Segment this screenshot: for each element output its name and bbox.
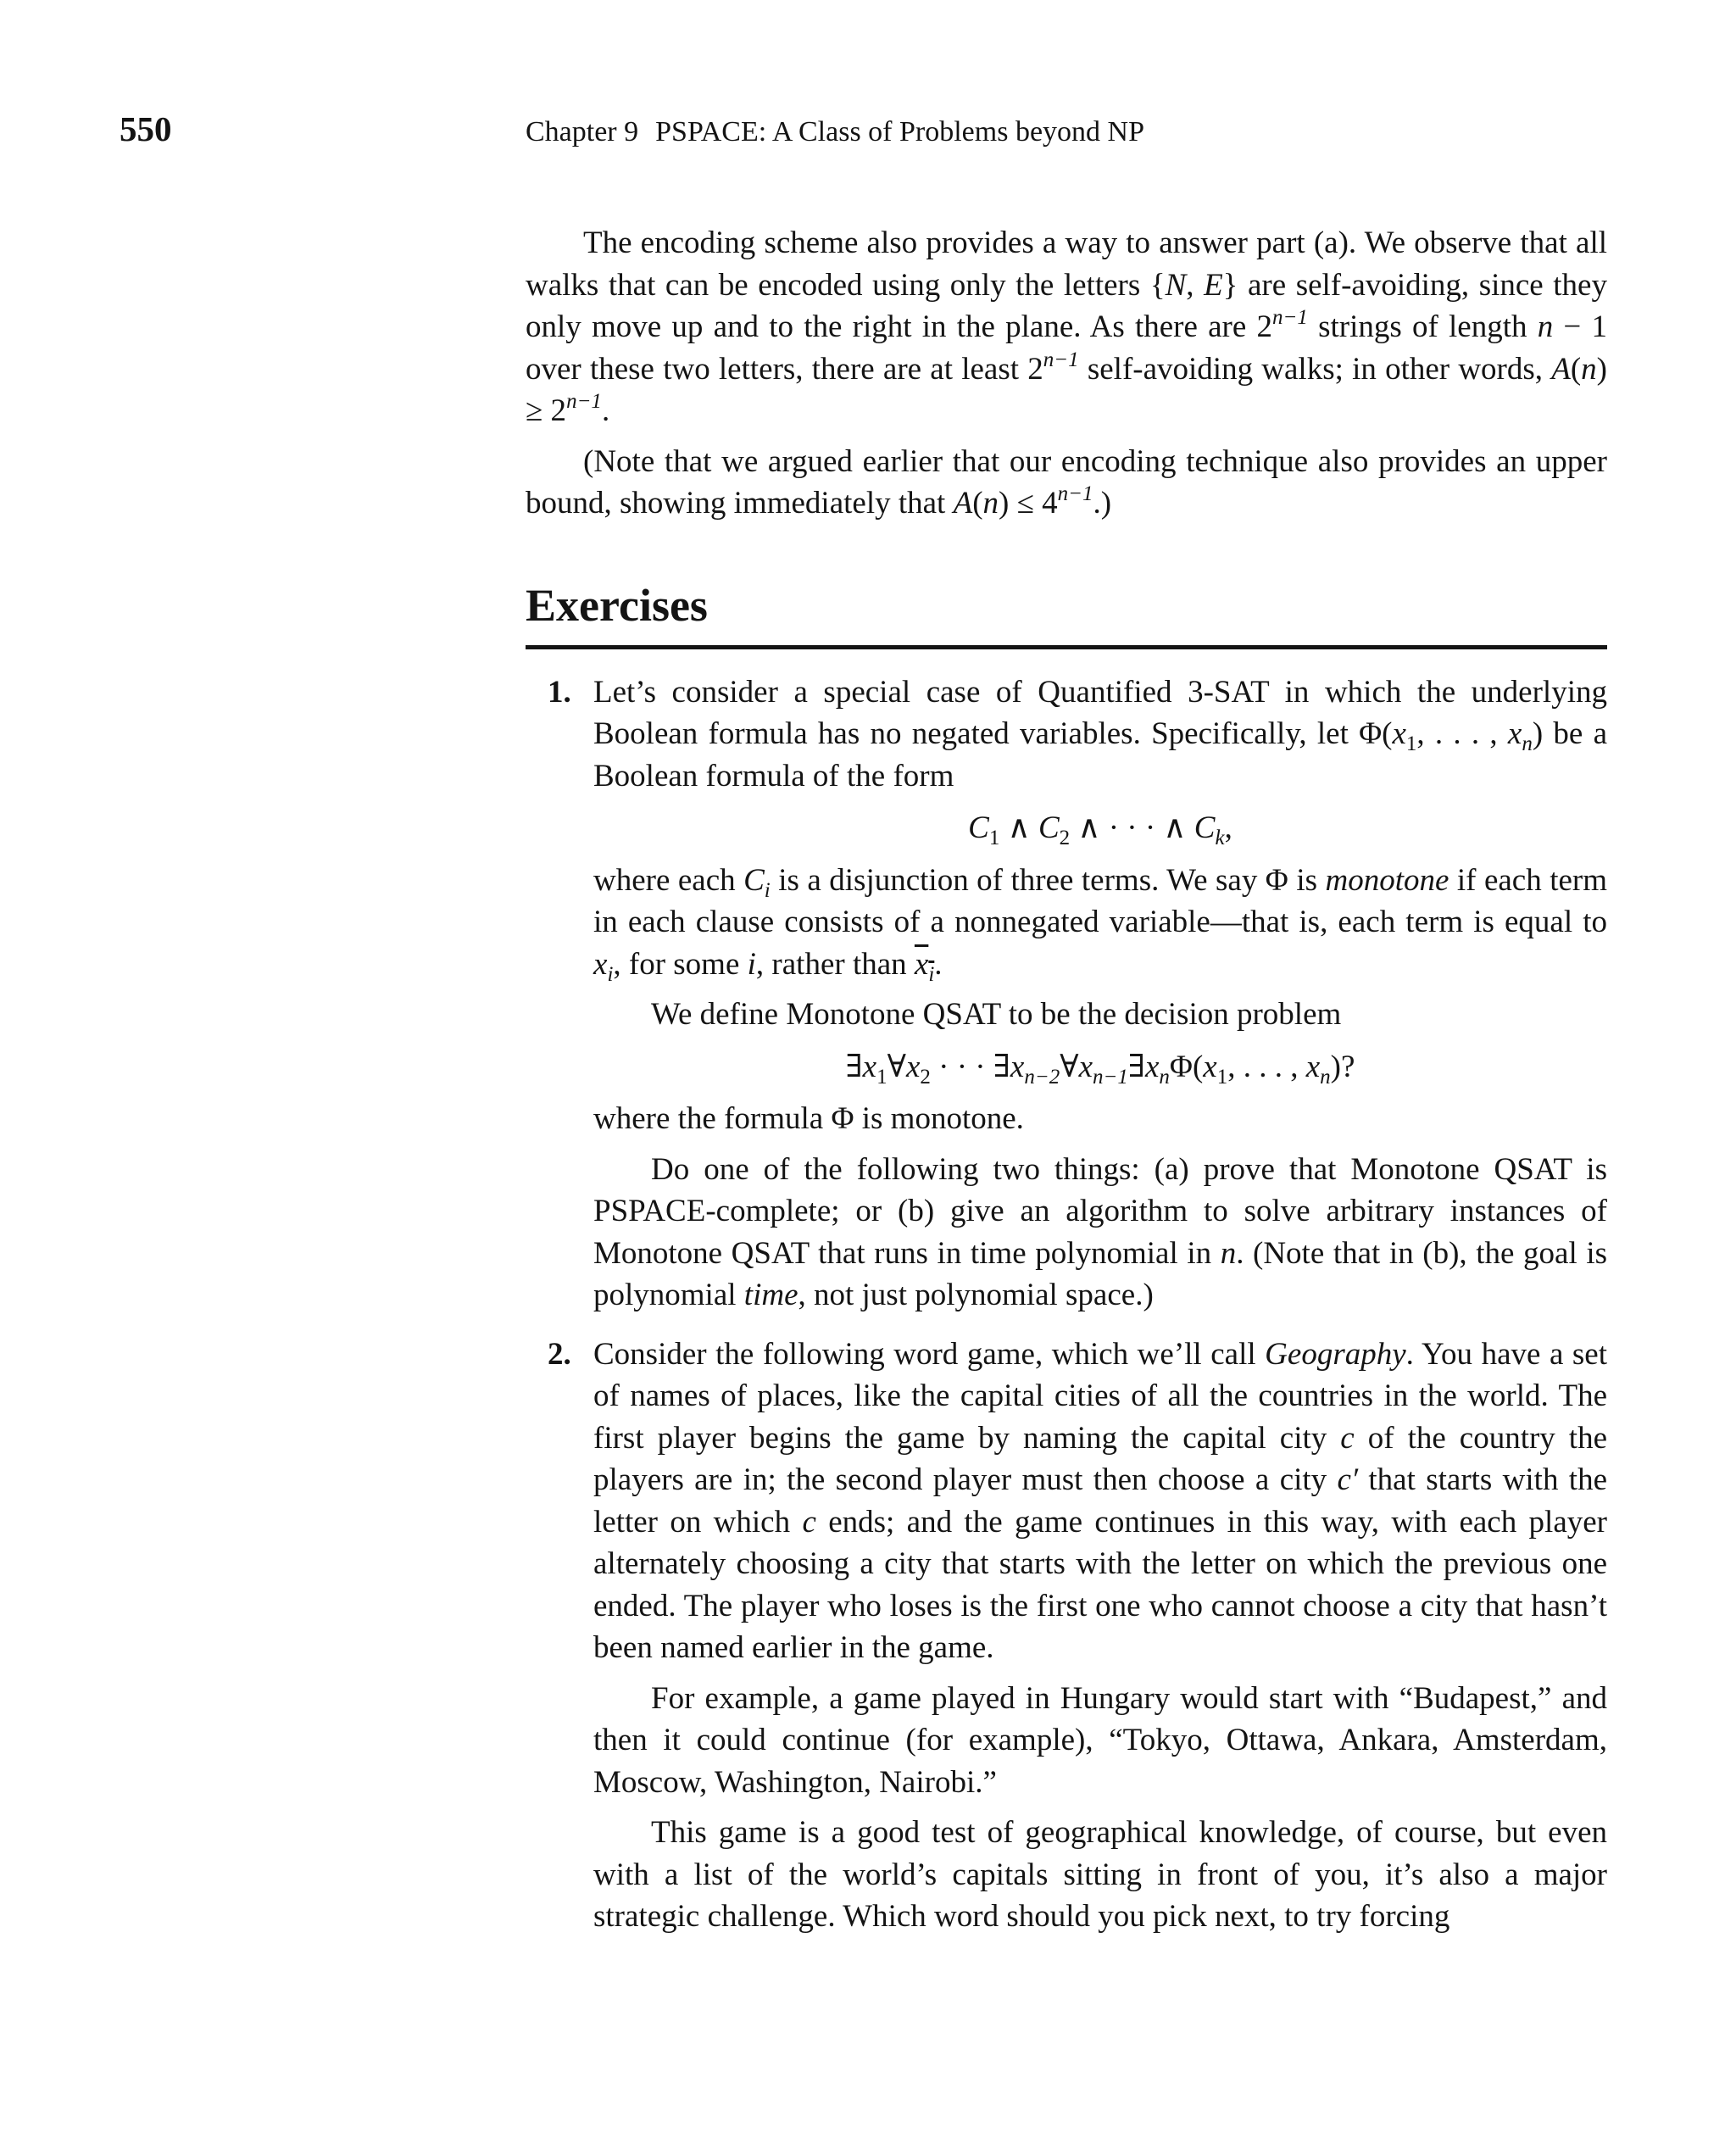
text: that starts with the letter on which (593, 1462, 1607, 1540)
term-monotone: monotone (1325, 862, 1449, 898)
var-x: x (1144, 1049, 1160, 1084)
var-n: n (1581, 351, 1597, 387)
quantifier: ∃ (1127, 1049, 1145, 1084)
text: , for some (613, 946, 748, 982)
negated-variable: $x_i$ (914, 946, 935, 986)
exercise-1-paragraph-1 (593, 671, 1607, 798)
text: Consider the following word game, which we’ll call (593, 1336, 1266, 1372)
text: if each term in each clause consists of a nonnegated variable—that is, each term is equal to (593, 862, 1607, 939)
var-x: x (1010, 1049, 1025, 1084)
term-time: time (743, 1278, 798, 1312)
ellipsis: , . . . , (1227, 1049, 1306, 1084)
var-x: x (905, 1049, 921, 1084)
text: (Note that we argued earlier that our encoding technique also provides an upper bound, showing immediately that (526, 443, 1607, 521)
section-rule (526, 645, 1607, 649)
page-content (526, 222, 1607, 1938)
subscript: 1 (876, 1065, 887, 1089)
page-number: 550 (120, 109, 172, 148)
text: . (Note that in (b), the goal is polynomial (593, 1235, 1608, 1312)
chapter-title: PSPACE: A Class of Problems beyond NP (655, 116, 1144, 148)
section-title: Exercises (526, 579, 708, 631)
var-x: x (862, 1049, 877, 1084)
quantifier: · · · ∃ (930, 1049, 1010, 1084)
subscript: n (1522, 732, 1533, 755)
intro-paragraph-2 (526, 441, 1607, 525)
var-C: C (968, 810, 989, 845)
var-n: n (1537, 309, 1554, 344)
exercise-1-paragraph-4: where the formula Φ is monotone. (593, 1101, 1024, 1136)
var-x: x (1078, 1049, 1093, 1084)
text: strings of length (1307, 309, 1538, 344)
var-n: n (982, 486, 999, 521)
var-x: x (1203, 1049, 1217, 1084)
var-C: C (1038, 810, 1060, 845)
subscript: 2 (1059, 827, 1071, 849)
exercise-2-paragraph-1 (593, 1334, 1607, 1669)
text: ( (972, 486, 983, 521)
text: , . . . , (1416, 716, 1508, 751)
exponent: n−1 (1043, 348, 1079, 371)
var-c: c (802, 1504, 816, 1540)
subscript: i (764, 878, 771, 902)
text: . (601, 393, 610, 428)
exponent: n−1 (1057, 482, 1093, 505)
var-x: x (593, 946, 608, 982)
term-geography: Geography (1265, 1336, 1406, 1372)
quantifier: ∀ (887, 1049, 906, 1084)
text: − 1 over these two letters, there are at least 2 (526, 309, 1607, 387)
text: ) be a Boolean formula of the form (593, 716, 1608, 794)
text: Do one of the following two things: (a) prove that Monotone QSAT is PSPACE-complete; or (b) give an algorithm to solve arbitrary instances of Monotone QSAT that runs in time polynomial in (593, 1151, 1607, 1271)
exercise-number: 2. (548, 1336, 571, 1372)
var-c-prime: c′ (1337, 1462, 1359, 1497)
var-x: x (1392, 716, 1406, 751)
exponent: n−1 (1272, 306, 1308, 329)
var-x: x (1305, 1049, 1321, 1084)
var-i: i (747, 946, 756, 982)
var-n: n (1220, 1235, 1237, 1271)
exercise-1-paragraph-5 (593, 1149, 1607, 1317)
phi: Φ( (1169, 1049, 1204, 1084)
text: } are self-avoiding, since they only move up and to the right in the plane. As there are 2 (526, 267, 1607, 344)
text: self-avoiding walks; in other words, (1078, 351, 1552, 387)
exercise-2-paragraph-2: For example, a game played in Hungary would start with “Budapest,” and then it could continue (for example), “Tokyo, Ottawa, Ankara, Amsterdam, Moscow, Washington, Nairobi.” (593, 1680, 1607, 1800)
text: is a disjunction of three terms. We say Φ is (770, 862, 1326, 898)
text: Let’s consider a special case of Quantified 3-SAT in which the underlying Boolean formula has no negated variables. Specifically, let Φ( (593, 674, 1607, 751)
subscript: 1 (988, 827, 1000, 849)
var-E: E (1204, 267, 1223, 303)
exercise-1-paragraph-2 (593, 860, 1607, 986)
text: . You have a set of names of places, like the capital cities of all the countries in the world. The first player begins the game by naming the capital city (593, 1336, 1608, 1456)
text: The encoding scheme also provides a way to answer part (a). We observe that all walks that can be encoded using only the letters { (526, 226, 1607, 303)
subscript: 2 (920, 1065, 931, 1089)
text: , not just polynomial space.) (798, 1278, 1154, 1312)
var-N: N (1165, 267, 1187, 303)
formula-qsat (593, 1046, 1607, 1089)
subscript: n (1159, 1065, 1170, 1089)
subscript: n−2 (1024, 1065, 1060, 1089)
subscript: n (1320, 1065, 1331, 1089)
chapter-label: Chapter 9 (526, 116, 639, 148)
text: , rather than (755, 946, 915, 982)
text: .) (1093, 486, 1112, 521)
text: of the country the players are in; the second player must then choose a city (593, 1420, 1608, 1497)
var-C: C (743, 862, 765, 898)
subscript: i (607, 962, 614, 986)
exponent: n−1 (566, 390, 602, 413)
punctuation: )? (1330, 1049, 1355, 1084)
var-C: C (1194, 810, 1216, 845)
quantifier: ∃ (845, 1049, 863, 1084)
var-A: A (1551, 351, 1571, 387)
subscript: 1 (1405, 732, 1417, 755)
text: where each (593, 862, 744, 898)
exercise-2 (526, 1334, 1607, 1938)
subscript: 1 (1216, 1065, 1228, 1089)
operator: ∧ (999, 810, 1038, 845)
exercise-1-paragraph-3: We define Monotone QSAT to be the decision problem (651, 997, 1342, 1032)
quantifier: ∀ (1060, 1049, 1079, 1084)
text: ends; and the game continues in this way, with each player alternately choosing a city that starts with the letter on which the previous one ended. The player who loses is the first one who cannot choose a city that hasn’t been named earlier in the game. (593, 1504, 1607, 1665)
var-x: x (1507, 716, 1522, 751)
text: ) ≤ 4 (999, 486, 1058, 521)
var-A: A (953, 486, 973, 521)
text: . (934, 946, 943, 982)
exercise-number: 1. (548, 674, 571, 710)
text: , (1186, 267, 1205, 303)
formula-clauses (593, 807, 1607, 849)
var-c: c (1340, 1420, 1355, 1456)
operator: ∧ · · · ∧ (1070, 810, 1194, 845)
intro-paragraph-1 (526, 222, 1607, 432)
running-head (526, 118, 1144, 147)
exercise-1 (526, 671, 1607, 1317)
punctuation: , (1224, 810, 1232, 845)
text: ( (1570, 351, 1582, 387)
subscript: n−1 (1093, 1065, 1128, 1089)
exercise-2-paragraph-3: This game is a good test of geographical knowledge, of course, but even with a list of the world’s capitals sitting in front of you, it’s also a major strategic challenge. Which word should you pick next, to try forcing (593, 1815, 1607, 1934)
text: ) ≥ 2 (526, 351, 1607, 428)
subscript: k (1215, 827, 1225, 849)
